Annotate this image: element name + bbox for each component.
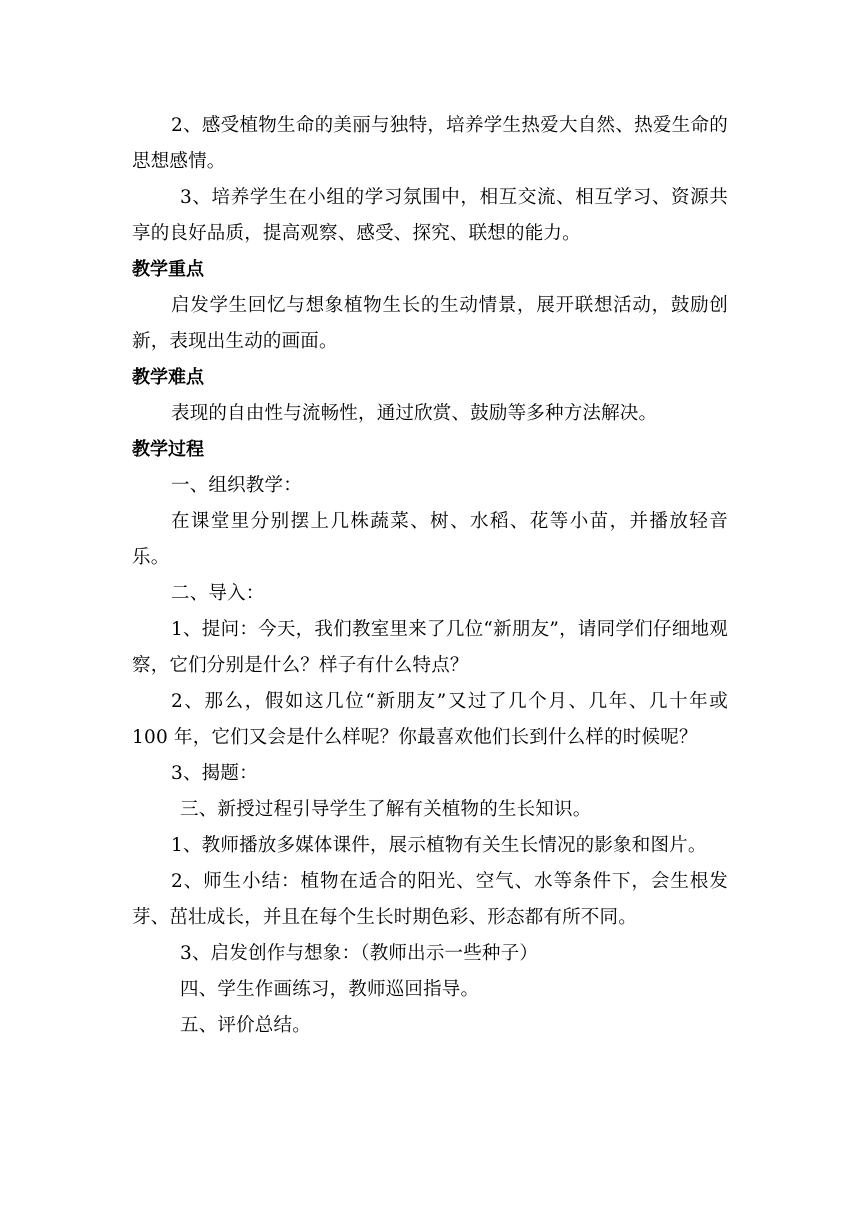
step3-item-2: 2、师生小结：植物在适合的阳光、空气、水等条件下，会生根发芽、茁壮成长，并且在每个生长时期色彩、形态都有所不同。 xyxy=(132,871,728,928)
step2-item-3: 3、揭题： xyxy=(171,763,258,784)
step5-text: 五、评价总结。 xyxy=(180,1015,311,1036)
step2-title: 二、导入： xyxy=(171,583,265,604)
step1-title: 一、组织教学： xyxy=(171,475,302,496)
step2-item-1: 1、提问：今天，我们教室里来了几位“新朋友”，请同学们仔细地观察，它们分别是什么？样子有什么特点？ xyxy=(132,619,728,676)
difficulty-text: 表现的自由性与流畅性，通过欣赏、鼓励等多种方法解决。 xyxy=(171,403,658,424)
document-body xyxy=(132,108,728,1044)
process-heading: 教学过程 xyxy=(132,439,204,460)
objective-3: 3、培养学生在小组的学习氛围中，相互交流、相互学习、资源共享的良好品质，提高观察、感受、探究、联想的能力。 xyxy=(132,187,728,244)
key-point-text: 启发学生回忆与想象植物生长的生动情景，展开联想活动，鼓励创新，表现出生动的画面。 xyxy=(132,295,728,352)
key-point-heading: 教学重点 xyxy=(132,259,204,280)
step3-title: 三、新授过程引导学生了解有关植物的生长知识。 xyxy=(180,799,592,820)
objective-2: 2、感受植物生命的美丽与独特，培养学生热爱大自然、热爱生命的思想感情。 xyxy=(132,115,728,172)
difficulty-heading: 教学难点 xyxy=(132,367,204,388)
step2-item-2: 2、那么，假如这几位“新朋友”又过了几个月、几年、几十年或 100 年，它们又会是什么样呢？你最喜欢他们长到什么样的时候呢？ xyxy=(132,691,728,748)
step3-item-1: 1、教师播放多媒体课件，展示植物有关生长情况的影象和图片。 xyxy=(171,835,707,856)
step4-text: 四、学生作画练习，教师巡回指导。 xyxy=(180,979,480,1000)
step3-item-3: 3、启发创作与想象：（教师出示一些种子） xyxy=(180,943,539,964)
step1-text: 在课堂里分别摆上几株蔬菜、树、水稻、花等小苗，并播放轻音乐。 xyxy=(132,511,728,568)
